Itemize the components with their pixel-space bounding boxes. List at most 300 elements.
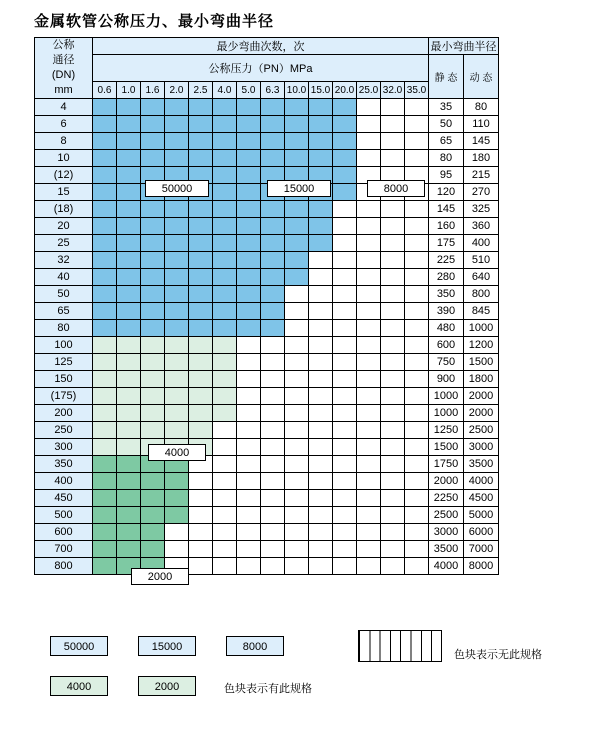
cell-pn-spec <box>237 507 261 524</box>
cell-pn-spec <box>285 218 309 235</box>
table-body <box>35 99 499 575</box>
cell-pn-spec <box>261 201 285 218</box>
cell-pn-spec <box>381 422 405 439</box>
cell-pn-spec <box>405 235 429 252</box>
cell-pn-spec <box>381 252 405 269</box>
cell-radius-dynamic: 270 <box>464 184 499 201</box>
cell-pn-spec <box>405 490 429 507</box>
cell-pn-spec <box>285 116 309 133</box>
cell-pn-spec <box>285 269 309 286</box>
cell-pn-spec <box>213 116 237 133</box>
overlay-tag: 4000 <box>148 444 206 461</box>
cell-pn-spec <box>357 235 381 252</box>
cell-pn-spec <box>237 490 261 507</box>
cell-radius-static: 1750 <box>429 456 464 473</box>
cell-dn: 300 <box>35 439 93 456</box>
cell-radius-static: 480 <box>429 320 464 337</box>
cell-pn-spec <box>141 490 165 507</box>
table-row <box>35 388 499 405</box>
cell-pn-spec <box>189 490 213 507</box>
cell-pn-spec <box>309 354 333 371</box>
cell-pn-spec <box>189 116 213 133</box>
cell-radius-static: 35 <box>429 99 464 116</box>
table-row <box>35 439 499 456</box>
cell-radius-static: 2500 <box>429 507 464 524</box>
cell-pn-spec <box>237 184 261 201</box>
cell-pn-spec <box>141 507 165 524</box>
cell-pn-spec <box>213 473 237 490</box>
cell-pn-spec <box>165 388 189 405</box>
cell-pn-spec <box>333 99 357 116</box>
cell-pn-spec <box>141 235 165 252</box>
cell-pn-spec <box>117 541 141 558</box>
cell-pn-spec <box>213 218 237 235</box>
header-pn-value: 2.5 <box>189 82 213 99</box>
header-pn: 公称压力（PN）MPa <box>93 55 429 82</box>
cell-pn-spec <box>213 269 237 286</box>
cell-radius-dynamic: 6000 <box>464 524 499 541</box>
table-row <box>35 490 499 507</box>
cell-dn: 350 <box>35 456 93 473</box>
cell-pn-spec <box>309 116 333 133</box>
cell-pn-spec <box>285 405 309 422</box>
cell-pn-spec <box>93 320 117 337</box>
cell-pn-spec <box>189 320 213 337</box>
cell-radius-static: 225 <box>429 252 464 269</box>
cell-pn-spec <box>117 337 141 354</box>
table-row <box>35 286 499 303</box>
cell-pn-spec <box>405 337 429 354</box>
cell-pn-spec <box>213 99 237 116</box>
header-bend-radius: 最小弯曲半径 <box>429 38 499 55</box>
cell-radius-dynamic: 1000 <box>464 320 499 337</box>
header-row-2 <box>35 55 499 82</box>
cell-pn-spec <box>141 354 165 371</box>
cell-pn-spec <box>117 201 141 218</box>
cell-dn: 65 <box>35 303 93 320</box>
cell-pn-spec <box>357 150 381 167</box>
cell-radius-static: 280 <box>429 269 464 286</box>
cell-pn-spec <box>189 388 213 405</box>
cell-pn-spec <box>309 150 333 167</box>
cell-pn-spec <box>93 388 117 405</box>
legend-grid-nospec <box>358 630 442 662</box>
cell-pn-spec <box>405 541 429 558</box>
cell-pn-spec <box>117 99 141 116</box>
header-pn-value: 5.0 <box>237 82 261 99</box>
cell-pn-spec <box>309 422 333 439</box>
cell-pn-spec <box>117 150 141 167</box>
cell-pn-spec <box>93 167 117 184</box>
cell-pn-spec <box>213 388 237 405</box>
cell-pn-spec <box>189 99 213 116</box>
cell-dn: 10 <box>35 150 93 167</box>
cell-pn-spec <box>333 337 357 354</box>
table-row <box>35 422 499 439</box>
cell-pn-spec <box>165 269 189 286</box>
cell-pn-spec <box>333 473 357 490</box>
cell-pn-spec <box>189 286 213 303</box>
legend-chip-2000: 2000 <box>138 676 196 696</box>
header-bend-count: 最少弯曲次数，次 <box>93 38 429 55</box>
cell-pn-spec <box>285 473 309 490</box>
cell-radius-dynamic: 215 <box>464 167 499 184</box>
cell-dn: 200 <box>35 405 93 422</box>
cell-pn-spec <box>165 286 189 303</box>
cell-pn-spec <box>213 507 237 524</box>
cell-pn-spec <box>405 116 429 133</box>
cell-pn-spec <box>333 167 357 184</box>
table-row <box>35 99 499 116</box>
cell-pn-spec <box>117 490 141 507</box>
cell-pn-spec <box>405 558 429 575</box>
cell-pn-spec <box>213 201 237 218</box>
cell-pn-spec <box>117 388 141 405</box>
cell-pn-spec <box>93 354 117 371</box>
cell-pn-spec <box>357 286 381 303</box>
cell-pn-spec <box>309 507 333 524</box>
cell-pn-spec <box>213 439 237 456</box>
cell-pn-spec <box>333 354 357 371</box>
cell-pn-spec <box>333 150 357 167</box>
header-pn-value: 0.6 <box>93 82 117 99</box>
cell-pn-spec <box>213 235 237 252</box>
cell-pn-spec <box>357 320 381 337</box>
cell-pn-spec <box>237 320 261 337</box>
cell-pn-spec <box>333 133 357 150</box>
cell-pn-spec <box>261 354 285 371</box>
page-title: 金属软管公称压力、最小弯曲半径 <box>34 14 275 30</box>
cell-pn-spec <box>285 541 309 558</box>
cell-pn-spec <box>189 201 213 218</box>
cell-radius-static: 175 <box>429 235 464 252</box>
cell-dn: (12) <box>35 167 93 184</box>
cell-pn-spec <box>381 456 405 473</box>
cell-pn-spec <box>285 439 309 456</box>
cell-pn-spec <box>165 201 189 218</box>
cell-pn-spec <box>213 456 237 473</box>
cell-pn-spec <box>237 150 261 167</box>
header-pn-value: 1.0 <box>117 82 141 99</box>
cell-pn-spec <box>189 303 213 320</box>
cell-dn: 100 <box>35 337 93 354</box>
cell-pn-spec <box>237 201 261 218</box>
legend-chip-8000: 8000 <box>226 636 284 656</box>
table-row <box>35 303 499 320</box>
cell-pn-spec <box>381 235 405 252</box>
header-pn-value: 20.0 <box>333 82 357 99</box>
cell-pn-spec <box>261 405 285 422</box>
cell-pn-spec <box>285 337 309 354</box>
cell-radius-dynamic: 2000 <box>464 405 499 422</box>
cell-pn-spec <box>237 405 261 422</box>
table-row <box>35 201 499 218</box>
header-dn-line-3: (DN) <box>51 69 76 81</box>
table-row <box>35 133 499 150</box>
cell-pn-spec <box>309 337 333 354</box>
cell-pn-spec <box>117 473 141 490</box>
cell-pn-spec <box>213 354 237 371</box>
cell-pn-spec <box>117 303 141 320</box>
cell-radius-static: 95 <box>429 167 464 184</box>
cell-radius-static: 390 <box>429 303 464 320</box>
cell-pn-spec <box>405 354 429 371</box>
cell-pn-spec <box>213 541 237 558</box>
table-row <box>35 252 499 269</box>
table-row <box>35 473 499 490</box>
cell-pn-spec <box>285 99 309 116</box>
cell-radius-static: 750 <box>429 354 464 371</box>
header-pn-value: 32.0 <box>381 82 405 99</box>
cell-pn-spec <box>357 99 381 116</box>
cell-radius-dynamic: 110 <box>464 116 499 133</box>
cell-pn-spec <box>333 371 357 388</box>
cell-pn-spec <box>141 320 165 337</box>
cell-pn-spec <box>213 286 237 303</box>
cell-pn-spec <box>261 320 285 337</box>
cell-radius-dynamic: 4500 <box>464 490 499 507</box>
cell-pn-spec <box>237 167 261 184</box>
cell-pn-spec <box>141 388 165 405</box>
cell-radius-dynamic: 2000 <box>464 388 499 405</box>
cell-pn-spec <box>309 558 333 575</box>
cell-pn-spec <box>141 286 165 303</box>
cell-pn-spec <box>285 507 309 524</box>
cell-pn-spec <box>117 235 141 252</box>
cell-pn-spec <box>333 422 357 439</box>
cell-dn: (18) <box>35 201 93 218</box>
cell-pn-spec <box>237 371 261 388</box>
cell-pn-spec <box>237 473 261 490</box>
header-pn-value: 2.0 <box>165 82 189 99</box>
cell-pn-spec <box>237 524 261 541</box>
cell-radius-dynamic: 3000 <box>464 439 499 456</box>
cell-pn-spec <box>357 507 381 524</box>
cell-pn-spec <box>165 116 189 133</box>
cell-radius-dynamic: 1800 <box>464 371 499 388</box>
cell-radius-static: 65 <box>429 133 464 150</box>
cell-pn-spec <box>93 184 117 201</box>
cell-radius-dynamic: 360 <box>464 218 499 235</box>
cell-pn-spec <box>189 541 213 558</box>
table-row <box>35 371 499 388</box>
cell-radius-static: 1000 <box>429 388 464 405</box>
cell-pn-spec <box>165 150 189 167</box>
cell-dn: 25 <box>35 235 93 252</box>
header-pn-value: 4.0 <box>213 82 237 99</box>
cell-pn-spec <box>93 218 117 235</box>
cell-pn-spec <box>309 303 333 320</box>
cell-pn-spec <box>357 439 381 456</box>
cell-pn-spec <box>333 116 357 133</box>
cell-pn-spec <box>165 218 189 235</box>
cell-dn: 50 <box>35 286 93 303</box>
cell-pn-spec <box>189 133 213 150</box>
cell-pn-spec <box>213 405 237 422</box>
cell-pn-spec <box>141 252 165 269</box>
cell-radius-static: 2250 <box>429 490 464 507</box>
cell-pn-spec <box>189 150 213 167</box>
cell-pn-spec <box>165 405 189 422</box>
table-row <box>35 337 499 354</box>
header-row-1 <box>35 38 499 55</box>
cell-pn-spec <box>93 490 117 507</box>
cell-dn: 450 <box>35 490 93 507</box>
cell-pn-spec <box>405 524 429 541</box>
cell-pn-spec <box>261 99 285 116</box>
cell-pn-spec <box>309 218 333 235</box>
cell-pn-spec <box>261 116 285 133</box>
cell-pn-spec <box>357 456 381 473</box>
cell-pn-spec <box>285 235 309 252</box>
cell-pn-spec <box>213 150 237 167</box>
cell-pn-spec <box>189 422 213 439</box>
cell-pn-spec <box>189 337 213 354</box>
cell-radius-static: 3500 <box>429 541 464 558</box>
spec-table <box>34 37 499 575</box>
cell-pn-spec <box>405 456 429 473</box>
cell-radius-dynamic: 180 <box>464 150 499 167</box>
cell-pn-spec <box>309 235 333 252</box>
cell-pn-spec <box>165 303 189 320</box>
cell-pn-spec <box>309 99 333 116</box>
cell-pn-spec <box>141 99 165 116</box>
cell-radius-static: 1500 <box>429 439 464 456</box>
cell-pn-spec <box>285 303 309 320</box>
table-row <box>35 116 499 133</box>
cell-pn-spec <box>237 252 261 269</box>
cell-pn-spec <box>213 320 237 337</box>
cell-dn: 6 <box>35 116 93 133</box>
cell-pn-spec <box>237 286 261 303</box>
cell-pn-spec <box>237 456 261 473</box>
cell-pn-spec <box>381 133 405 150</box>
cell-pn-spec <box>189 405 213 422</box>
cell-dn: 80 <box>35 320 93 337</box>
cell-radius-static: 50 <box>429 116 464 133</box>
cell-pn-spec <box>141 269 165 286</box>
cell-radius-static: 145 <box>429 201 464 218</box>
cell-pn-spec <box>309 252 333 269</box>
cell-pn-spec <box>357 218 381 235</box>
table-row <box>35 456 499 473</box>
cell-pn-spec <box>405 252 429 269</box>
cell-pn-spec <box>213 167 237 184</box>
cell-pn-spec <box>285 558 309 575</box>
table-row <box>35 541 499 558</box>
cell-pn-spec <box>261 286 285 303</box>
cell-pn-spec <box>405 269 429 286</box>
cell-pn-spec <box>261 133 285 150</box>
cell-pn-spec <box>165 422 189 439</box>
cell-pn-spec <box>93 235 117 252</box>
table-row <box>35 320 499 337</box>
cell-pn-spec <box>285 133 309 150</box>
cell-pn-spec <box>117 252 141 269</box>
cell-pn-spec <box>285 320 309 337</box>
cell-pn-spec <box>261 388 285 405</box>
cell-pn-spec <box>117 422 141 439</box>
table-row <box>35 235 499 252</box>
cell-pn-spec <box>285 371 309 388</box>
cell-pn-spec <box>309 490 333 507</box>
cell-pn-spec <box>165 473 189 490</box>
cell-pn-spec <box>333 490 357 507</box>
cell-radius-dynamic: 1200 <box>464 337 499 354</box>
header-dn-line-1: 公称 <box>52 39 75 51</box>
cell-pn-spec <box>333 235 357 252</box>
cell-pn-spec <box>357 490 381 507</box>
cell-pn-spec <box>333 558 357 575</box>
cell-pn-spec <box>333 218 357 235</box>
cell-dn: 40 <box>35 269 93 286</box>
cell-dn: 4 <box>35 99 93 116</box>
overlay-tag: 8000 <box>367 180 425 197</box>
cell-pn-spec <box>381 371 405 388</box>
cell-pn-spec <box>117 269 141 286</box>
cell-pn-spec <box>117 371 141 388</box>
cell-dn: 20 <box>35 218 93 235</box>
cell-radius-static: 2000 <box>429 473 464 490</box>
cell-pn-spec <box>237 439 261 456</box>
cell-radius-dynamic: 80 <box>464 99 499 116</box>
cell-pn-spec <box>117 320 141 337</box>
cell-pn-spec <box>405 388 429 405</box>
cell-pn-spec <box>405 99 429 116</box>
cell-pn-spec <box>93 116 117 133</box>
cell-pn-spec <box>165 99 189 116</box>
cell-pn-spec <box>261 439 285 456</box>
cell-pn-spec <box>261 456 285 473</box>
cell-pn-spec <box>213 490 237 507</box>
cell-pn-spec <box>117 456 141 473</box>
overlay-tag: 15000 <box>267 180 331 197</box>
overlay-tag: 2000 <box>131 568 189 585</box>
cell-pn-spec <box>213 303 237 320</box>
cell-dn: (175) <box>35 388 93 405</box>
cell-pn-spec <box>309 201 333 218</box>
cell-pn-spec <box>189 252 213 269</box>
cell-pn-spec <box>261 218 285 235</box>
cell-pn-spec <box>117 507 141 524</box>
cell-pn-spec <box>285 388 309 405</box>
cell-pn-spec <box>333 439 357 456</box>
cell-pn-spec <box>285 354 309 371</box>
legend-note-color: 色块表示有此规格 <box>224 683 312 695</box>
cell-pn-spec <box>213 133 237 150</box>
cell-pn-spec <box>117 116 141 133</box>
cell-pn-spec <box>93 337 117 354</box>
cell-pn-spec <box>381 286 405 303</box>
cell-pn-spec <box>381 303 405 320</box>
cell-pn-spec <box>141 473 165 490</box>
cell-pn-spec <box>309 133 333 150</box>
cell-pn-spec <box>381 354 405 371</box>
cell-pn-spec <box>405 371 429 388</box>
cell-pn-spec <box>357 541 381 558</box>
cell-pn-spec <box>309 473 333 490</box>
cell-pn-spec <box>237 218 261 235</box>
cell-radius-dynamic: 800 <box>464 286 499 303</box>
cell-dn: 800 <box>35 558 93 575</box>
cell-pn-spec <box>93 422 117 439</box>
cell-pn-spec <box>213 558 237 575</box>
cell-pn-spec <box>309 456 333 473</box>
cell-radius-dynamic: 400 <box>464 235 499 252</box>
cell-dn: 250 <box>35 422 93 439</box>
cell-pn-spec <box>333 252 357 269</box>
cell-pn-spec <box>237 235 261 252</box>
